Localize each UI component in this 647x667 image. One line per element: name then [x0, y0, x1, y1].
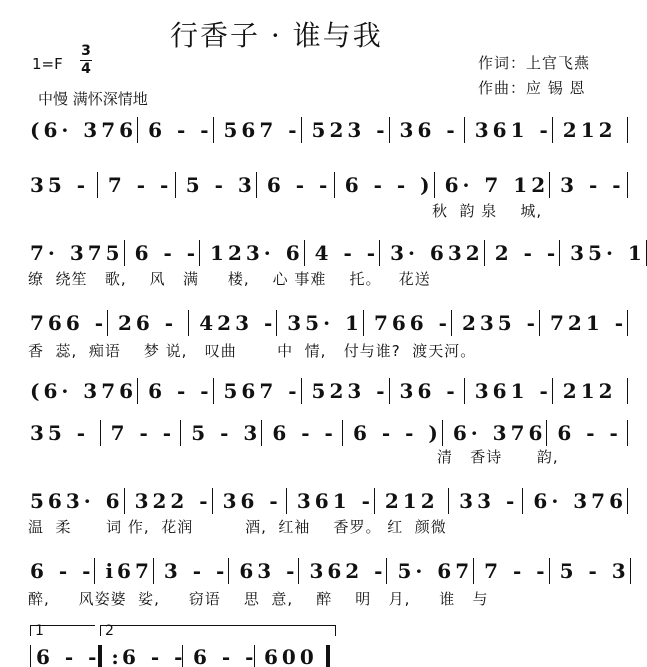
measure: 6 - - [138, 378, 213, 404]
measure: 7 - - [101, 420, 182, 446]
staff-row [20, 378, 628, 404]
staff-row [20, 310, 628, 336]
measure: 7· 375 [20, 240, 125, 266]
measure: 5 - 3 [550, 558, 631, 584]
measure: 6 - - [257, 172, 335, 198]
bar-line [30, 645, 31, 667]
measure: 6 - - ) [343, 420, 443, 446]
staff-row [20, 558, 628, 584]
composer: 作曲：应 锡 恩 [478, 79, 586, 97]
measure: 567 - [214, 378, 302, 404]
measure: 361 - [465, 378, 553, 404]
measure: 6 - - [20, 558, 95, 584]
measure: 721 - [540, 310, 628, 336]
measure: 6 - - [547, 420, 628, 446]
lyric-line: 醉, 风姿婆 娑, 窃语 思 意, 醉 明 月, 谁 与 [28, 590, 489, 608]
measure: 3 - - [550, 172, 628, 198]
measure: 423 - [189, 310, 277, 336]
measure: (6· 376 [20, 378, 138, 404]
measure: 3 - - [154, 558, 229, 584]
measure: 36 - [390, 378, 465, 404]
staff-row [20, 172, 628, 198]
measure: 7 - - [474, 558, 549, 584]
staff-row [20, 488, 628, 514]
measure: 6· 376 [523, 488, 628, 514]
measure: 5· 67 [387, 558, 474, 584]
measure: 33 - [449, 488, 523, 514]
song-title: 行香子 · 谁与我 [170, 19, 383, 52]
staff-row [20, 420, 628, 446]
measure: 35· 1 [277, 310, 364, 336]
measure: 6 - - [122, 645, 187, 667]
measure: 6· 376 [443, 420, 548, 446]
measure: 6· 7 12 [435, 172, 551, 198]
measure: 36 - [213, 488, 287, 514]
measure: 766 - [20, 310, 108, 336]
measure: 6 - - [262, 420, 343, 446]
measure: 6 - - [138, 117, 213, 143]
measure: 235 - [452, 310, 540, 336]
measure: 3· 632 [380, 240, 485, 266]
measure: 123· 6 [200, 240, 305, 266]
measure: 35 - [20, 420, 101, 446]
time-top: 3 [81, 43, 91, 59]
measure: 362 - [299, 558, 387, 584]
measure: 567 - [214, 117, 302, 143]
tempo-marking: 中慢 满怀深情地 [38, 90, 148, 108]
volta-1: 1 [30, 625, 95, 636]
measure: 36 - [390, 117, 465, 143]
measure: 5 - 3 [181, 420, 262, 446]
lyric-line: 清 香诗 韵, [437, 448, 559, 466]
final-bar [326, 645, 330, 667]
measure: i67 [95, 558, 153, 584]
measure: 2 - - [485, 240, 560, 266]
measure: 6 - - : [36, 645, 123, 667]
measure: 322 - [125, 488, 213, 514]
measure: 212 [375, 488, 449, 514]
measure: 766 - [364, 310, 452, 336]
measure: 563· 6 [20, 488, 125, 514]
measure: (6· 376 [20, 117, 138, 143]
measure: 5 - 3 [176, 172, 257, 198]
repeat-bar [98, 645, 102, 667]
measure: 63 - [229, 558, 299, 584]
measure: 523 - [302, 117, 390, 143]
measure: 26 - [108, 310, 189, 336]
measure: 35 - [20, 172, 98, 198]
lyric-line: 温 柔 词 作, 花润 酒, 红袖 香罗。 红 颜微 [28, 518, 447, 536]
time-signature [80, 44, 92, 77]
measure: 361 - [465, 117, 553, 143]
measure: 7 - - [98, 172, 176, 198]
key-signature: 1=F [32, 55, 63, 73]
measure: 361 - [287, 488, 375, 514]
lyric-line: 缭 绕笙 歌, 风 满 楼, 心 事难 托。 花送 [28, 270, 431, 288]
lyric-line: 香 蕊, 痴语 梦 说, 叹曲 中 情, 付与谁? 渡天河。 [28, 342, 477, 360]
measure: 6 - - ) [335, 172, 435, 198]
staff-row [20, 117, 628, 143]
staff-row [20, 240, 646, 266]
measure: 6 - - [125, 240, 200, 266]
measure: 600 [264, 645, 318, 667]
bar-line [182, 645, 183, 667]
volta-2: 2 [100, 625, 336, 636]
measure: 212 [553, 117, 628, 143]
measure: 523 - [302, 378, 390, 404]
lyric-line: 秋 韵 泉 城, [432, 202, 543, 220]
bar-line [254, 645, 255, 667]
measure: 6 - - [193, 645, 258, 667]
lyricist: 作词：上官飞燕 [478, 54, 591, 72]
measure: 4 - - [305, 240, 380, 266]
measure: 35· 1 [560, 240, 647, 266]
measure: 212 [553, 378, 628, 404]
time-bottom: 4 [81, 61, 91, 77]
